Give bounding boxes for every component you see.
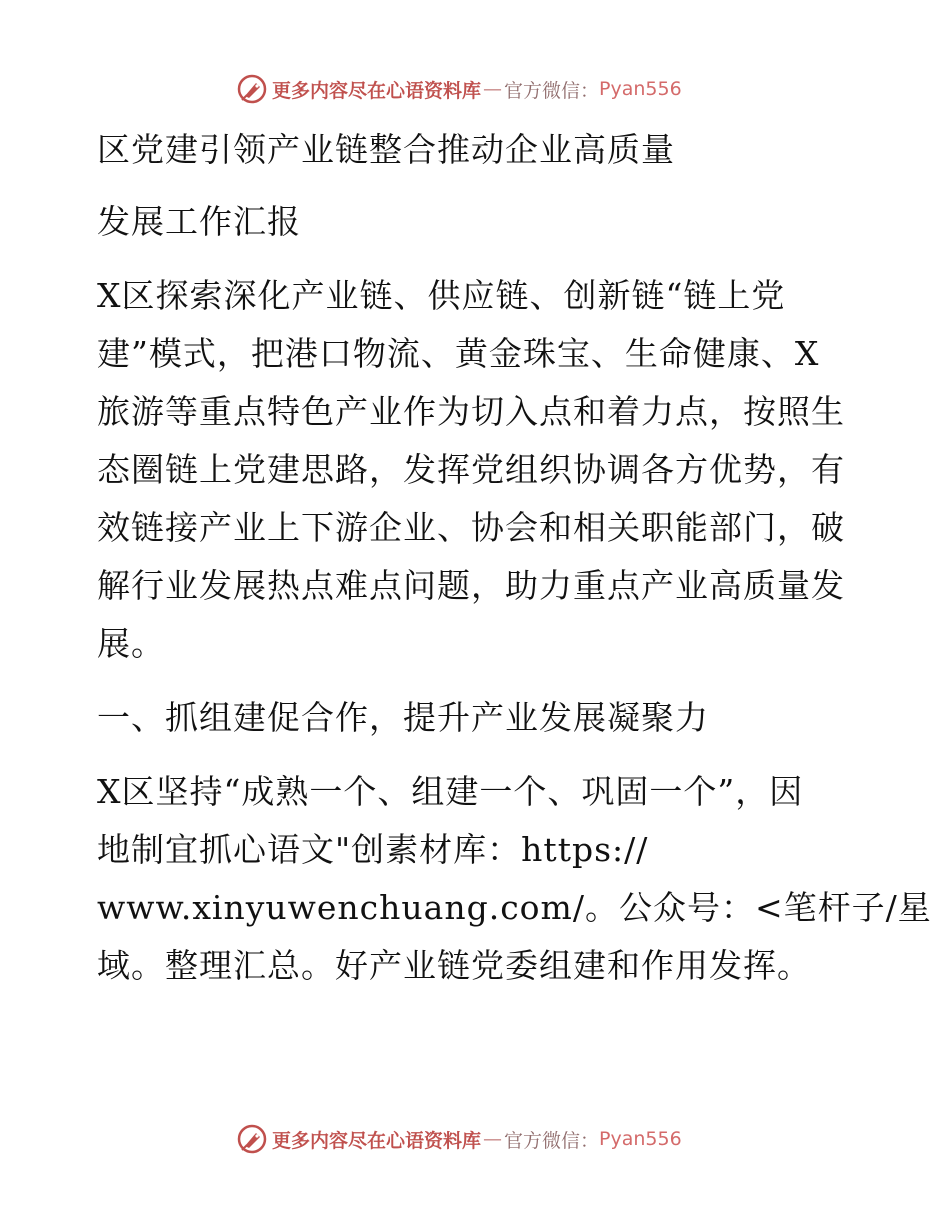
watermark-wechat-id: Pyan556 — [599, 78, 682, 100]
intro-paragraph-line: X区探索深化产业链、供应链、创新链“链上党 — [97, 276, 786, 315]
intro-paragraph-line: 态圈链上党建思路，发挥党组织协调各方优势，有 — [97, 450, 845, 489]
intro-paragraph-line: 旅游等重点特色产业作为切入点和着力点，按照生 — [97, 392, 845, 431]
section-body-line: X区坚持“成熟一个、组建一个、巩固一个”，因 — [97, 772, 804, 811]
watermark-banner-bottom — [236, 1122, 682, 1156]
section-body-line: 地制宜抓心语文"创素材库：https:// — [97, 830, 649, 869]
watermark-dash: — — [483, 78, 503, 100]
watermark-main-text: 更多内容尽在心语资料库 — [272, 79, 482, 102]
watermark-main-text: 更多内容尽在心语资料库 — [272, 1129, 482, 1152]
section-body-line: 域。整理汇总。好产业链党委组建和作用发挥。 — [97, 946, 811, 985]
section-body-line: www.xinyuwenchuang.com/。公众号：<笔杆子/星 — [97, 888, 932, 927]
intro-paragraph-line: 建”模式，把港口物流、黄金珠宝、生命健康、X — [97, 334, 820, 373]
intro-paragraph-line: 解行业发展热点难点问题，助力重点产业高质量发 — [97, 566, 845, 605]
watermark-sub-text: 官方微信： — [504, 1129, 600, 1152]
intro-paragraph-line: 展。 — [97, 624, 165, 663]
intro-paragraph-line: 效链接产业上下游企业、协会和相关职能部门，破 — [97, 508, 845, 547]
pen-nib-circle-icon — [236, 1123, 268, 1155]
watermark-dash: — — [483, 1128, 503, 1150]
watermark-banner-top — [236, 72, 682, 106]
watermark-wechat-id: Pyan556 — [599, 1128, 682, 1150]
pen-nib-circle-icon — [236, 73, 268, 105]
doc-title-line-1: 区党建引领产业链整合推动企业高质量 — [97, 130, 675, 169]
doc-title-line-2: 发展工作汇报 — [97, 202, 301, 241]
section-heading: 一、抓组建促合作，提升产业发展凝聚力 — [97, 698, 709, 737]
watermark-sub-text: 官方微信： — [504, 79, 600, 102]
